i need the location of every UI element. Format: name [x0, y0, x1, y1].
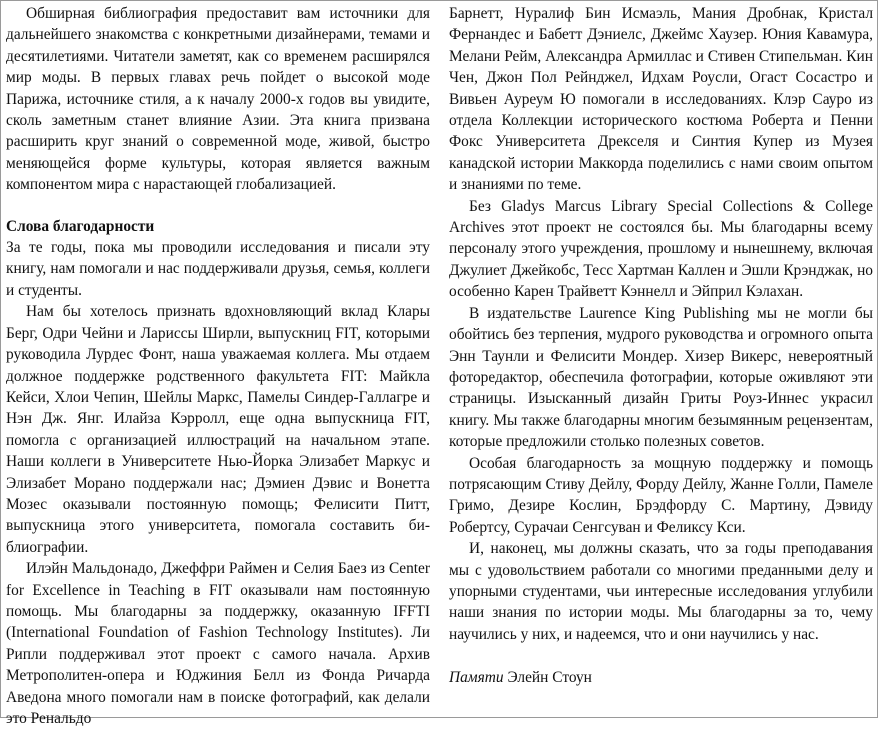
- memorial-dedication: [449, 667, 873, 688]
- acknowledgements-continuation-paragraph: Барнетт, Нуралиф Бин Исмаэль, Мания Дробнак, Кристал Фернандес и Бабетт Дэниелс, Джеймс Хаузер. Юния Кавамура, Мелани Рейм, Александра Армиллас и Стивен Стипельман. Кин Чен, Джон Пол Рейнджел, Идхам Роусли, Огаст Сосастро и Вивьен Ауреум Ю помогали в исследованиях. Клэр Сауро из отдела Коллекции исторического костюма Роберта и Пенни Фокс Университета Дрекселя и Синтия Купер из Музея канадской истории Маккорда поделились с нами своим опытом и знаниями по теме.: [449, 5, 873, 194]
- acknowledgements-opening-paragraph: За те годы, пока мы проводили исследования и писали эту книгу, нам помогали и нас поддерживали друзья, семья, коллеги и студенты.: [6, 239, 430, 299]
- right-column: [449, 3, 873, 688]
- memorial-label: Памяти: [449, 668, 504, 686]
- acknowledgements-paragraph: В издательстве Laurence King Publishing мы не могли бы обойтись без терпения, мудрого руководства и огромного опыта Энн Таунли и Фелисити Мондер. Хизер Викерс, невероятный фоторедактор, обеспечила фотографии, которые оживляют эти страницы. Изысканный дизайн Гриты Роуз-Иннес украсил книгу. Мы также благодарны многим безымянным рецензентам, которые предложили столько полезных советов.: [449, 304, 873, 451]
- left-column: [6, 3, 430, 729]
- intro-paragraph: Обширная библиография предоставит вам источники для дальнейшего знакомства с конкретными дизайнерами, темами и десятилетиями. Читатели заметят, как со временем расширялся мир моды. В первых главах речь пойдет о высокой моде Парижа, источнике стиля, а к началу 2000-х годов вы увидите, сколь заметным станет влияние Азии. Эта книга призвана расширить круг знаний о современной моде, живой, быстро меняющейся форме культуры, которая является важным компонентом мира с нарастающей глобализацией.: [6, 5, 430, 194]
- acknowledgements-heading: Слова благодарности: [6, 217, 155, 235]
- acknowledgements-paragraph: Нам бы хотелось признать вдохновляющий вклад Клары Берг, Одри Чейни и Лариссы Ширли, выпускниц FIT, которыми руководила Лурдес Фонт, наша уважаемая коллега. Мы отдаем должное поддержке родственного факультета FIT: Майкла Кейси, Хлои Чепин, Шейлы Маркс, Памелы Синдер-Галлагре и Нэн Дж. Янг. Илайза Кэрролл, еще одна выпускница FIT, помогла с организацией иллюстраций на начальном этапе. Наши коллеги в Университете Нью-Йорка Элизабет Маркус и Элизабет Морано поддержали нас; Дэмиен Дэвис и Вонетта Мозес оказывали постоянную помощь; Фелисити Питт, выпускница этого университета, помогала составить библиографии.: [6, 303, 430, 556]
- acknowledgements-paragraph: Особая благодарность за мощную поддержку и помощь потрясающим Стиву Дейлу, Форду Дейлу, Жанне Голли, Памеле Гримо, Дезире Кослин, Брэдфорду С. Мартину, Дэвиду Робертсу, Сурачаи Сенгсуван и Феликсу Кси.: [449, 454, 873, 536]
- acknowledgements-paragraph: Илэйн Мальдонадо, Джеффри Раймен и Селия Баез из Center for Excellence in Teaching в FIT оказывали нам постоянную помощь. Мы благодарны за поддержку, оказанную IFFTI (International Foundation of Fashion Technology Institutes). Ли Рипли поддерживал этот проект с самого начала. Архив Метрополитен-опера и Юджиния Белл из Фонда Ричарда Аведона много помогали нам в поиске фотографий, как делали это Ренальдо: [6, 560, 430, 727]
- memorial-name: Элейн Стоун: [507, 668, 592, 686]
- acknowledgements-paragraph: И, наконец, мы должны сказать, что за годы преподавания мы с удовольствием работали со многими преданными делу и упорными студентами, чьи интересные исследования углубили наши знания по истории моды. Мы благодарны за то, чему научились у них, и надеемся, что и они научились у нас.: [449, 540, 873, 643]
- acknowledgements-paragraph: Без Gladys Marcus Library Special Collections & College Archives этот проект не состоялся бы. Мы благодарны всему персоналу этого учреждения, прошлому и нынешнему, включая Джулиет Джейкобс, Тесс Хартман Каллен и Эшли Крэнджак, но особенно Карен Трайветт Кэннелл и Эйприл Кэлахан.: [449, 197, 873, 301]
